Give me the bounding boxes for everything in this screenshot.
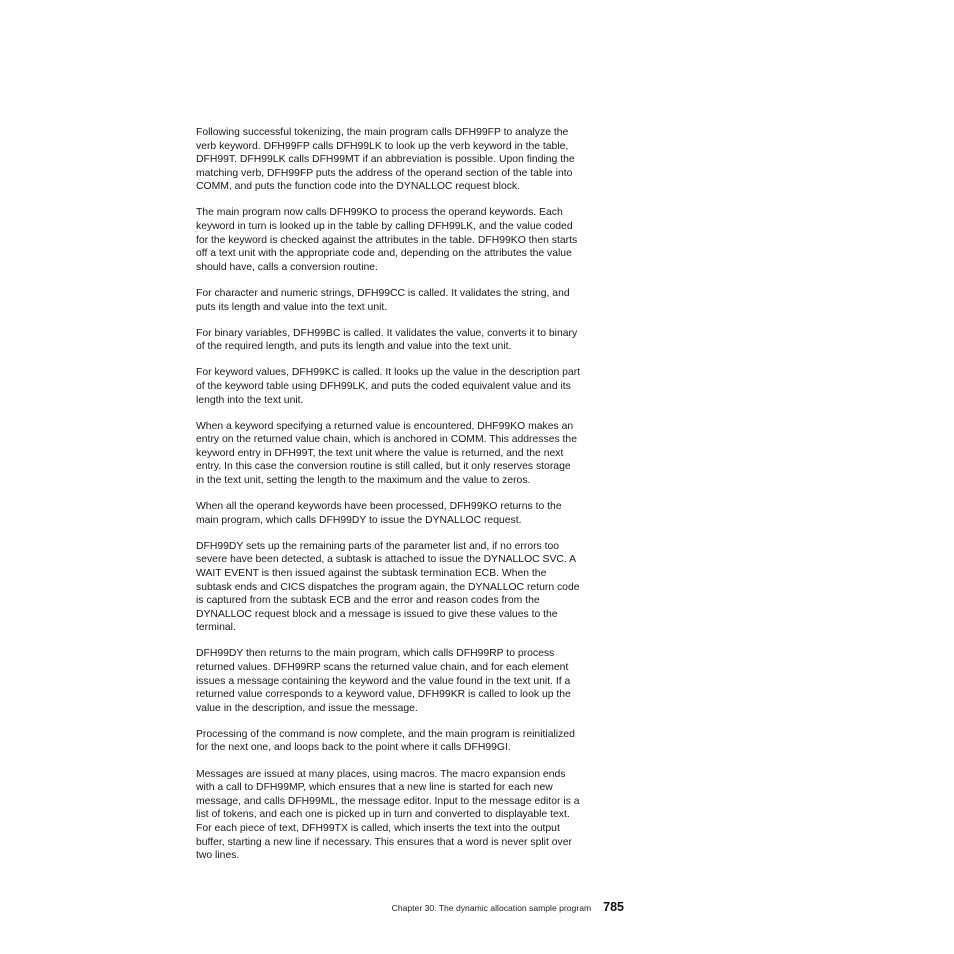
text-line: should have, calls a conversion routine. bbox=[196, 261, 378, 273]
page-number: 785 bbox=[603, 900, 624, 914]
text-line: When all the operand keywords have been processed, DFH99KO returns to the bbox=[196, 501, 562, 513]
text-line: For keyword values, DFH99KC is called. It looks up the value in the description part bbox=[196, 367, 581, 379]
text-line: DFH99DY sets up the remaining parts of the parameter list and, if no errors too bbox=[196, 540, 560, 552]
text-line: with a call to DFH99MP, which ensures that a new line is started for each new bbox=[196, 782, 553, 794]
text-line: Following successful tokenizing, the main program calls DFH99FP to analyze the bbox=[196, 127, 569, 138]
text-line: two lines. bbox=[196, 850, 240, 862]
text-line: of the keyword table using DFH99LK, and puts the coded equivalent value and its bbox=[196, 380, 571, 392]
text-line: verb keyword. DFH99FP calls DFH99LK to look up the verb keyword in the table, bbox=[196, 140, 569, 152]
text-line: entry. In this case the conversion routine is still called, but it only reserves storage bbox=[196, 461, 571, 473]
text-line: keyword entry in DFH99T, the text unit where the value is returned, and the next bbox=[196, 447, 564, 459]
text-line: issues a message containing the keyword and the value found in the text unit. If a bbox=[196, 675, 571, 687]
text-line: for the keyword is checked against the attributes in the table. DFH99KO then starts bbox=[196, 234, 578, 246]
body-text bbox=[196, 126, 626, 875]
text-line: The main program now calls DFH99KO to process the operand keywords. Each bbox=[196, 207, 563, 219]
text-line: puts its length and value into the text unit. bbox=[196, 301, 388, 313]
text-line: returned values. DFH99RP scans the returned value chain, and for each element bbox=[196, 662, 569, 673]
text-line: for the next one, and loops back to the point where it calls DFH99GI. bbox=[196, 742, 511, 754]
text-line: For each piece of text, DFH99TX is called, which inserts the text into the output bbox=[196, 822, 560, 834]
paragraph bbox=[196, 420, 626, 488]
text-line: off a text unit with the appropriate code and, depending on the attributes the value bbox=[196, 248, 572, 260]
paragraph bbox=[196, 366, 626, 407]
text-line: value in the description, and issue the message. bbox=[196, 702, 418, 714]
paragraph bbox=[196, 287, 626, 314]
text-line: returned value corresponds to a keyword value, DFH99KR is called to look up the bbox=[196, 689, 571, 701]
paragraph bbox=[196, 327, 626, 354]
footer-chapter-title: Chapter 30. The dynamic allocation sample program bbox=[391, 903, 592, 913]
paragraph bbox=[196, 206, 626, 274]
text-line: Processing of the command is now complete, and the main program is reinitialized bbox=[196, 728, 575, 740]
text-line: severe have been detected, a subtask is attached to issue the DYNALLOC SVC. A bbox=[196, 554, 577, 566]
text-line: keyword in turn is looked up in the table by calling DFH99LK, and the value coded bbox=[196, 221, 573, 233]
page-footer bbox=[392, 900, 624, 914]
paragraph bbox=[196, 647, 626, 715]
text-line: DYNALLOC request block and a message is issued to give these values to the bbox=[196, 608, 558, 620]
text-line: DFH99DY then returns to the main program, which calls DFH99RP to process bbox=[196, 648, 555, 660]
text-line: main program, which calls DFH99DY to issue the DYNALLOC request. bbox=[196, 514, 522, 526]
paragraph bbox=[196, 540, 626, 635]
text-line: of the required length, and puts its length and value into the text unit. bbox=[196, 341, 512, 353]
text-line: For binary variables, DFH99BC is called. It validates the value, converts it to binary bbox=[196, 327, 578, 339]
text-line: message, and calls DFH99ML, the message editor. Input to the message editor is a bbox=[196, 795, 580, 807]
text-line: buffer, starting a new line if necessary. This ensures that a word is never split over bbox=[196, 836, 572, 848]
paragraph bbox=[196, 126, 626, 194]
text-line: terminal. bbox=[196, 622, 236, 634]
text-line: Messages are issued at many places, using macros. The macro expansion ends bbox=[196, 768, 566, 780]
text-line: WAIT EVENT is then issued against the subtask termination ECB. When the bbox=[196, 567, 547, 579]
text-line: in the text unit, setting the length to the maximum and the value to zeros. bbox=[196, 474, 531, 486]
text-line: DFH99T. DFH99LK calls DFH99MT if an abbreviation is possible. Upon finding the bbox=[196, 154, 575, 166]
paragraph bbox=[196, 768, 626, 863]
text-line: For character and numeric strings, DFH99CC is called. It validates the string, and bbox=[196, 287, 570, 299]
text-line: list of tokens, and each one is picked up in turn and converted to displayable text. bbox=[196, 809, 570, 821]
text-line: matching verb, DFH99FP puts the address of the operand section of the table into bbox=[196, 167, 573, 179]
text-line: COMM, and puts the function code into the DYNALLOC request block. bbox=[196, 181, 521, 193]
text-line: When a keyword specifying a returned value is encountered, DHF99KO makes an bbox=[196, 420, 574, 432]
paragraph bbox=[196, 728, 626, 755]
text-line: entry on the returned value chain, which is anchored in COMM. This addresses the bbox=[196, 434, 577, 446]
text-line: subtask ends and CICS dispatches the program again, the DYNALLOC return code bbox=[196, 581, 580, 593]
text-line: is captured from the subtask ECB and the error and reason codes from the bbox=[196, 595, 540, 607]
text-line: length into the text unit. bbox=[196, 394, 304, 406]
paragraph bbox=[196, 500, 626, 527]
